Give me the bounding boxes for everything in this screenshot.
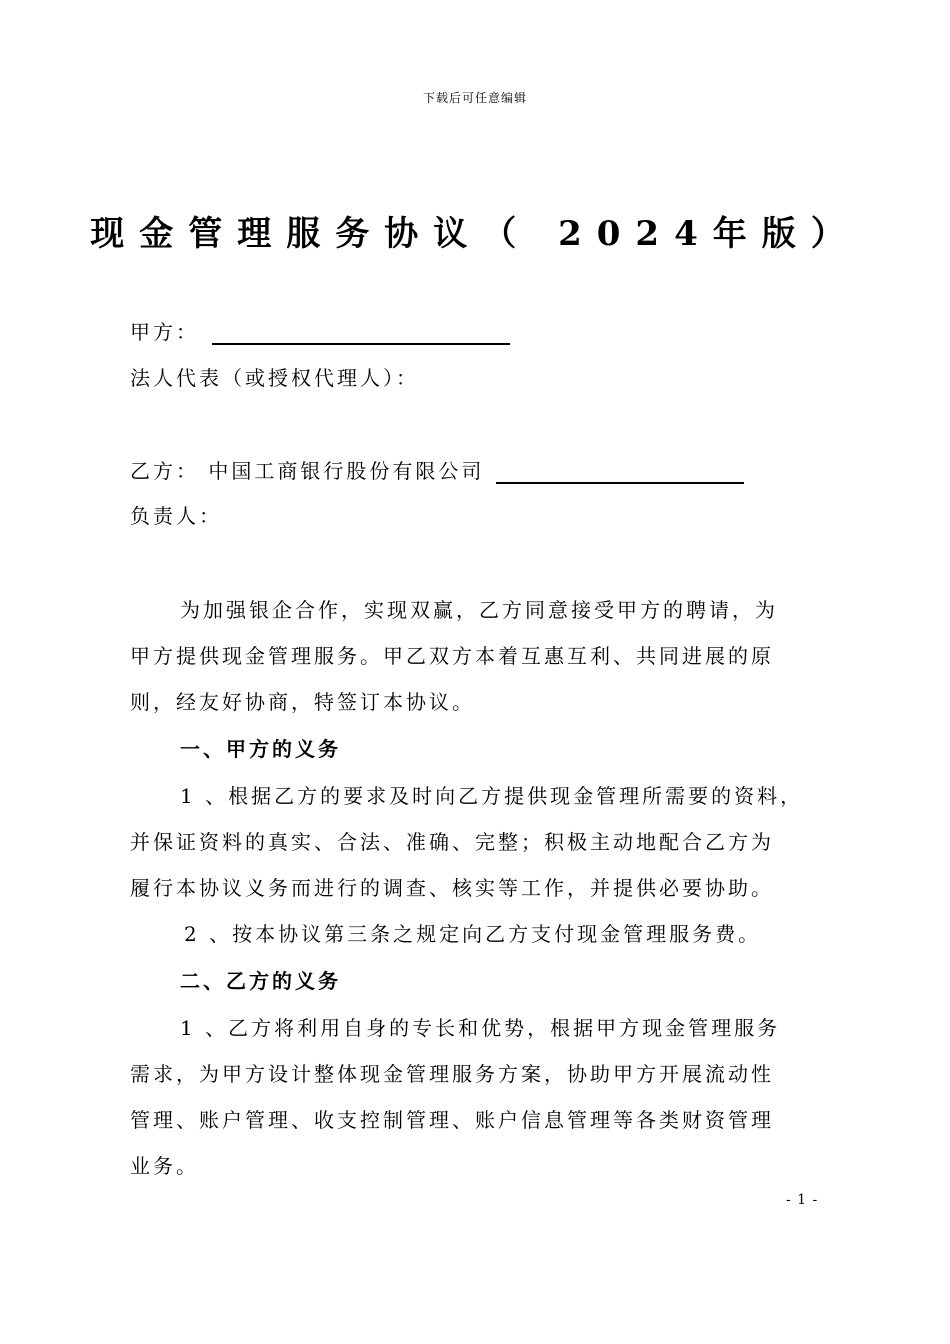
party-b-blank (496, 460, 744, 484)
section2-item1-line-4: 业务。 (130, 1154, 199, 1178)
intro-line-1: 为加强银企合作，实现双赢，乙方同意接受甲方的聘请，为 (180, 598, 778, 622)
responsible-line (130, 500, 222, 529)
party-b-label: 乙方： (130, 459, 199, 483)
section2-heading: 二、乙方的义务 (180, 969, 341, 993)
legal-rep-line (130, 362, 419, 391)
section1-item2: 2 、按本协议第三条之规定向乙方支付现金管理服务费。 (184, 922, 762, 946)
section1-item1-line-2: 并保证资料的真实、合法、准确、完整；积极主动地配合乙方为 (130, 830, 774, 854)
document-title: 现金管理服务协议（ 2024年版） (90, 214, 860, 254)
legal-rep-label: 法人代表（或授权代理人）： (130, 366, 419, 390)
section1-item1-line-1: 1 、根据乙方的要求及时向乙方提供现金管理所需要的资料， (180, 784, 804, 808)
header-note: 下载后可任意编辑 (422, 91, 527, 105)
party-b-line (130, 455, 744, 484)
party-b-name: 中国工商银行股份有限公司 (208, 459, 485, 483)
responsible-label: 负责人： (130, 504, 222, 528)
section1-heading: 一、甲方的义务 (180, 737, 341, 761)
party-a-label: 甲方： (130, 320, 199, 344)
intro-line-2: 甲方提供现金管理服务。甲乙双方本着互惠互利、共同进展的原 (130, 644, 774, 668)
page-number: - 1 - (786, 1192, 819, 1208)
section1-item1-line-3: 履行本协议义务而进行的调查、核实等工作，并提供必要协助。 (130, 876, 774, 900)
intro-line-3: 则，经友好协商，特签订本协议。 (130, 690, 475, 714)
section2-item1-line-1: 1 、乙方将利用自身的专长和优势，根据甲方现金管理服务 (180, 1016, 781, 1040)
section2-item1-line-2: 需求，为甲方设计整体现金管理服务方案，协助甲方开展流动性 (130, 1062, 774, 1086)
party-a-blank (212, 321, 510, 345)
party-a-line (130, 316, 510, 345)
section2-item1-line-3: 管理、账户管理、收支控制管理、账户信息管理等各类财资管理 (130, 1108, 774, 1132)
